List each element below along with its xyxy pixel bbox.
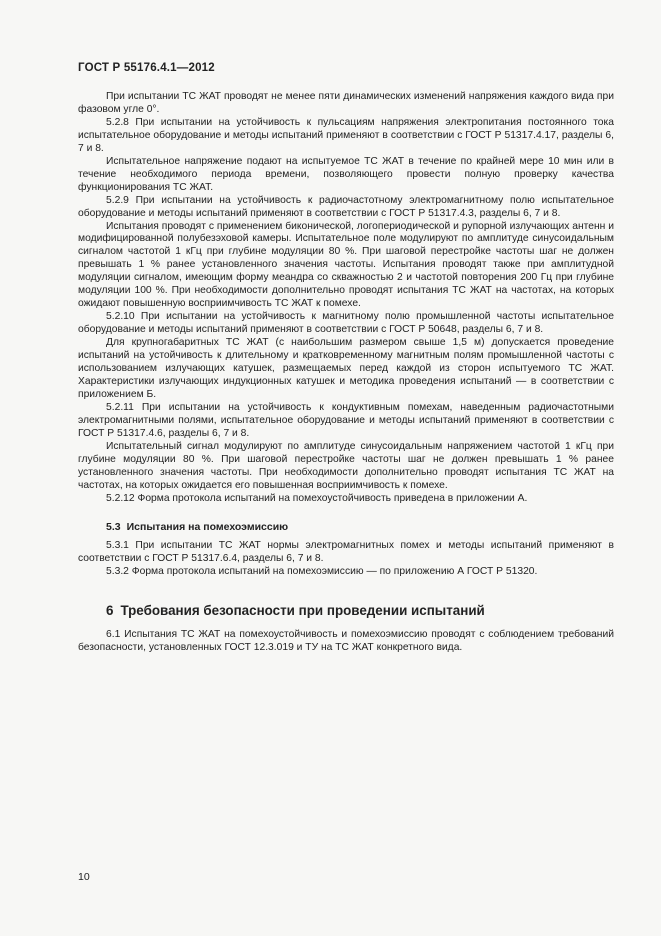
paragraph: Испытательное напряжение подают на испытуемое ТС ЖАТ в течение по крайней мере 10 мин или в течение необходимого периода времени, позволяющего провести полную проверку качества функционирования ТС ЖАТ. [78,155,614,193]
section-heading-6 [78,605,614,618]
paragraph: 6.1 Испытания ТС ЖАТ на помехоустойчивость и помехоэмиссию проводят с соблюдением требований безопасности, установленных ГОСТ 12.3.019 и ТУ на ТС ЖАТ конкретного вида. [78,629,614,654]
paragraph: Испытательный сигнал модулируют по амплитуде синусоидальным напряжением частотой 1 кГц при глубине модуляции 80 %. При шаговой перестройке частоты шаг не должен превышать 1 % ранее установленного значения частоты. При необходимости дополнительно проводят испытания ТС ЖАТ на частотах, на которых ожидается его повышенная восприимчивость к помехе. [78,440,614,491]
section-number: 6 [106,603,114,619]
paragraph: 5.3.2 Форма протокола испытаний на помехоэмиссию — по приложению А ГОСТ Р 51320. [106,566,538,578]
page-number: 10 [78,871,90,883]
paragraph: Для крупногабаритных ТС ЖАТ (с наибольшим размером свыше 1,5 м) допускается проведение испытаний на устойчивость к длительному и кратковременному магнитным полям промышленной частоты с использованием излучающих катушек, размещаемых перед каждой из сторон испытуемого ТС ЖАТ. Характеристики излучающих индукционных катушек и методика проведения испытаний — в соответствии с приложением Б. [78,337,614,400]
section-heading-5-3 [78,521,614,534]
paragraph: 5.2.11 При испытании на устойчивость к кондуктивным помехам, наведенным радиочастотными электромагнитными полями, испытательное оборудование и методы испытаний применяют в соответствии с ГОСТ Р 51317.4.6, разделы 6, 7 и 8. [78,401,614,439]
page-body [78,91,614,655]
section-number: 5.3 [106,520,121,533]
paragraph: 5.2.10 При испытании на устойчивость к магнитному полю промышленной частоты испытательное оборудование и методы испытаний применяют в соответствии с ГОСТ Р 50648, разделы 6, 7 и 8. [78,311,614,336]
paragraph: При испытании ТС ЖАТ проводят не менее пяти динамических изменений напряжения каждого вида при фазовом угле 0°. [78,91,614,115]
paragraph: Испытания проводят с применением биконической, логопериодической и рупорной излучающих антенн и модифицированной полубезэховой камеры. Испытательное поле модулируют по амплитуде синусоидальным сигналом частотой 1 кГц при глубине модуляции 80 %. При шаговой перестройке частоты шаг не должен превышать 1 % ранее установленного значения частоты. Испытания проводят также при амплитудной модуляции сигналом, имеющим форму меандра со скважностью 2 и частотой повторения 200 Гц при глубине модуляции 100 %. При необходимости дополнительно проводят испытания ТС ЖАТ на частотах, на которых ожидают повышенную восприимчивость ТС ЖАТ к помехе. [78,220,614,310]
section-title: Испытания на помехоэмиссию [126,520,289,533]
section-title: Требования безопасности при проведении испытаний [120,603,485,619]
document-header: ГОСТ Р 55176.4.1—2012 [78,62,215,74]
paragraph: 5.2.8 При испытании на устойчивость к пульсациям напряжения электропитания постоянного тока испытательное оборудование и методы испытаний применяют в соответствии с ГОСТ Р 51317.4.17, разделы 6, 7 и 8. [78,116,614,154]
paragraph: 5.3.1 При испытании ТС ЖАТ нормы электромагнитных помех и методы испытаний применяют в соответствии с ГОСТ Р 51317.6.4, разделы 6, 7 и 8. [78,540,614,565]
paragraph: 5.2.12 Форма протокола испытаний на помехоустойчивость приведена в приложении А. [106,492,528,504]
paragraph: 5.2.9 При испытании на устойчивость к радиочастотному электромагнитному полю испытательное оборудование и методы испытаний применяют в соответствии с ГОСТ Р 51317.4.3, разделы 6, 7 и 8. [78,194,614,219]
